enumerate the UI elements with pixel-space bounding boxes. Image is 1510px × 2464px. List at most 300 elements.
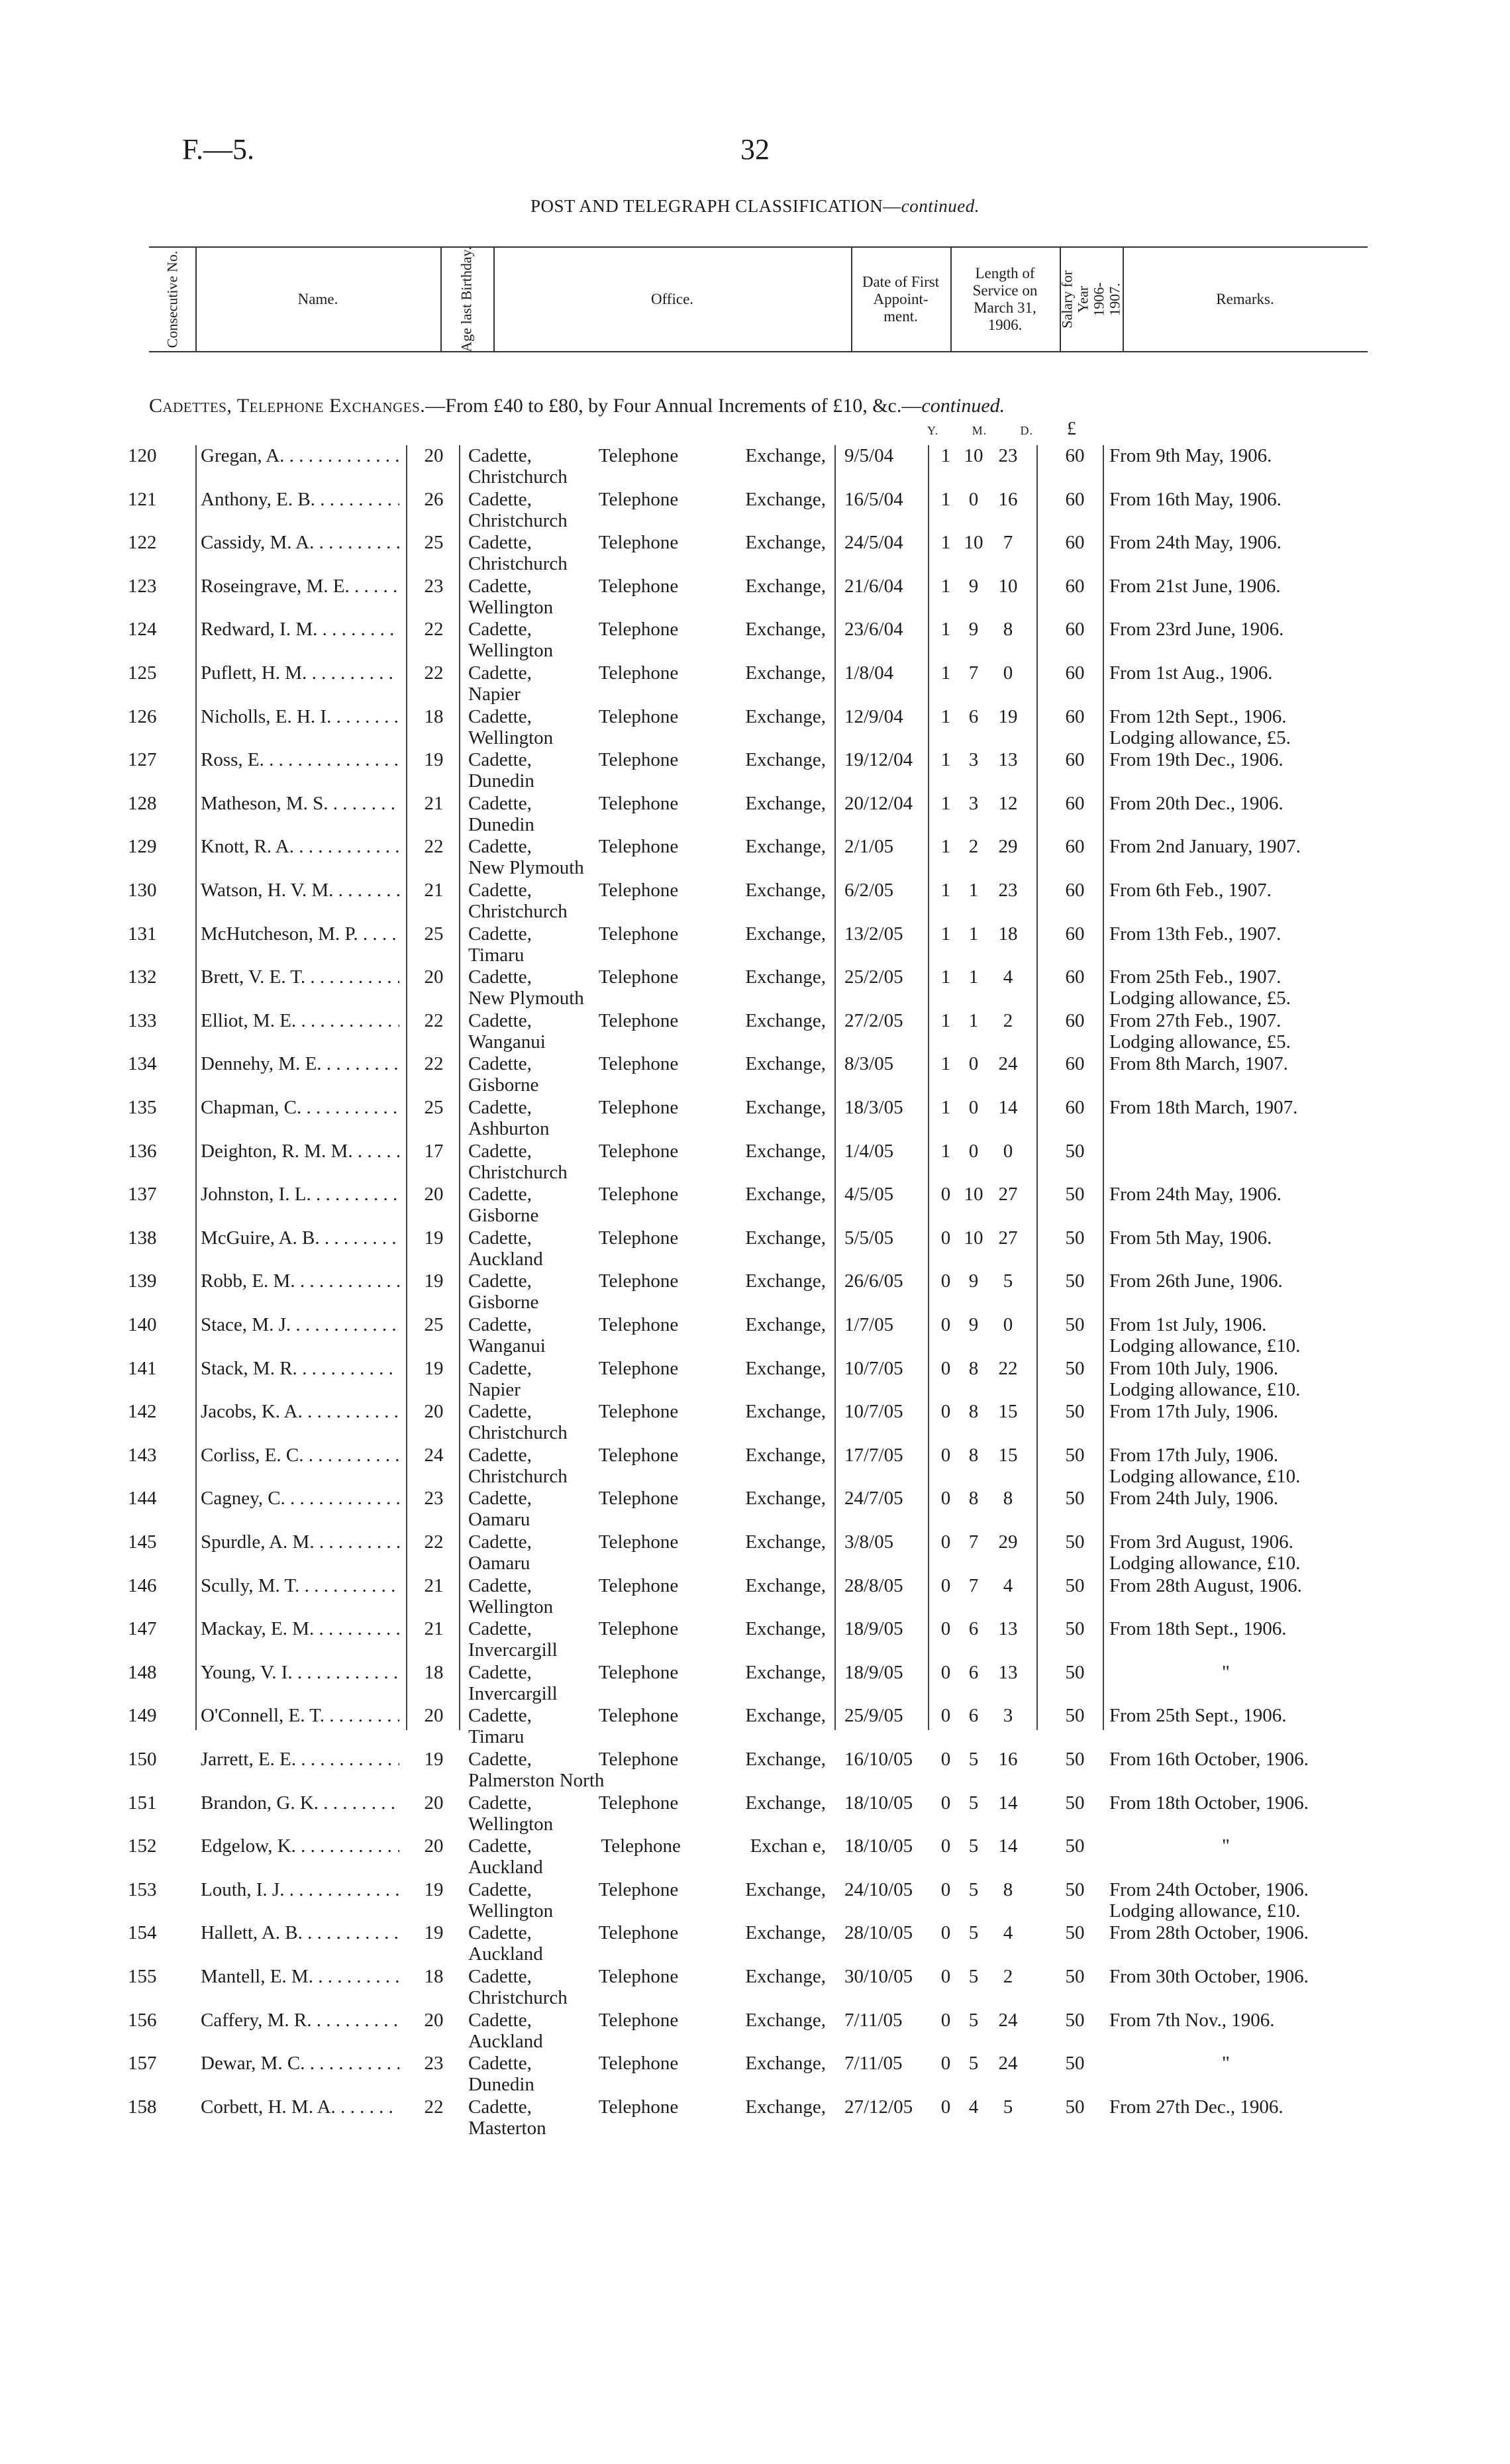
age: 23 bbox=[424, 2053, 444, 2075]
age: 20 bbox=[424, 1835, 444, 1857]
service-years: 0 bbox=[940, 1444, 951, 1466]
column-header-age: Age last Birthday. bbox=[458, 246, 476, 352]
service-days: 27 bbox=[998, 1227, 1018, 1249]
employee-name: McHutcheson, M. P. . . . bbox=[201, 923, 399, 945]
remarks: From 23rd June, 1906. bbox=[1109, 619, 1284, 641]
appointment-date: 9/5/04 bbox=[844, 445, 894, 466]
office: Cadette, Telephone Exchange, Wellington bbox=[468, 705, 826, 748]
section-heading-continued: continued. bbox=[921, 395, 1005, 417]
service-days: 13 bbox=[998, 749, 1018, 771]
office: Cadette, Telephone Exchange, Wanganui bbox=[468, 1009, 826, 1052]
salary: 50 bbox=[1065, 1357, 1085, 1379]
service-months: 2 bbox=[968, 836, 979, 858]
salary: 50 bbox=[1065, 1661, 1085, 1683]
consecutive-no: 139 bbox=[128, 1270, 157, 1292]
salary: 50 bbox=[1065, 1618, 1085, 1640]
service-years: 0 bbox=[940, 1661, 951, 1683]
appointment-date: 25/9/05 bbox=[844, 1705, 903, 1727]
appointment-date: 17/7/05 bbox=[844, 1444, 903, 1466]
employee-name: Cagney, C. . . . bbox=[201, 1488, 399, 1509]
salary: 60 bbox=[1065, 532, 1085, 554]
service-months: 5 bbox=[968, 1749, 979, 1770]
service-days: 4 bbox=[1003, 1922, 1013, 1944]
service-years: 1 bbox=[940, 1009, 951, 1031]
office: Cadette, Telephone Exchange, Auckland bbox=[468, 1922, 826, 1965]
salary: 50 bbox=[1065, 1574, 1085, 1596]
office: Cadette, Telephone Exchange, Christchurch bbox=[468, 880, 826, 922]
service-months: 0 bbox=[968, 1140, 979, 1162]
column-header-salary: Salary for Year 1906-1907. bbox=[1058, 270, 1123, 329]
salary: 50 bbox=[1065, 2096, 1085, 2118]
employee-name: Stace, M. J. . . . bbox=[201, 1314, 399, 1335]
service-years: 0 bbox=[940, 2009, 951, 2031]
service-months: 4 bbox=[968, 2096, 979, 2118]
employee-name: Dennehy, M. E. . . . bbox=[201, 1053, 399, 1074]
service-days: 24 bbox=[998, 2053, 1018, 2075]
service-months: 8 bbox=[968, 1401, 979, 1423]
table-row bbox=[116, 1358, 1374, 1401]
ymd-units bbox=[927, 424, 1033, 438]
employee-name: Watson, H. V. M. . . . bbox=[201, 880, 399, 901]
service-months: 7 bbox=[968, 1531, 979, 1553]
service-years: 1 bbox=[940, 619, 951, 641]
service-days: 27 bbox=[998, 1184, 1018, 1206]
age: 19 bbox=[424, 1878, 444, 1900]
consecutive-no: 121 bbox=[128, 488, 157, 510]
table-row bbox=[116, 619, 1374, 662]
salary: 50 bbox=[1065, 1314, 1085, 1335]
salary: 60 bbox=[1065, 575, 1085, 597]
service-years: 1 bbox=[940, 575, 951, 597]
age: 23 bbox=[424, 575, 444, 597]
appointment-date: 13/2/05 bbox=[844, 923, 903, 945]
employee-name: Ross, E. . . . bbox=[201, 749, 399, 770]
employee-name: Anthony, E. B. . . . bbox=[201, 489, 399, 510]
remarks: From 16th May, 1906. bbox=[1109, 488, 1282, 510]
employee-name: McGuire, A. B. . . . bbox=[201, 1227, 399, 1249]
service-years: 0 bbox=[940, 1314, 951, 1335]
table-row bbox=[116, 1749, 1374, 1792]
age: 21 bbox=[424, 880, 444, 901]
employee-name: Jarrett, E. E. . . . bbox=[201, 1749, 399, 1770]
office: Cadette, Telephone Exchan e, Auckland bbox=[468, 1835, 826, 1878]
remarks: From 3rd August, 1906. Lodging allowance, £10. bbox=[1109, 1531, 1301, 1574]
salary: 50 bbox=[1065, 1401, 1085, 1423]
remarks: From 2nd January, 1907. bbox=[1109, 836, 1301, 858]
remarks: From 17th July, 1906. bbox=[1109, 1401, 1279, 1423]
age: 22 bbox=[424, 1009, 444, 1031]
office: Cadette, Telephone Exchange, Oamaru bbox=[468, 1488, 826, 1531]
appointment-date: 8/3/05 bbox=[844, 1053, 894, 1075]
table-row bbox=[116, 1270, 1374, 1313]
consecutive-no: 123 bbox=[128, 575, 157, 597]
service-months: 7 bbox=[968, 1574, 979, 1596]
table-row bbox=[116, 1705, 1374, 1748]
service-months: 6 bbox=[968, 1618, 979, 1640]
employee-name: Knott, R. A. . . . bbox=[201, 836, 399, 857]
salary: 50 bbox=[1065, 1444, 1085, 1466]
office: Cadette, Telephone Exchange, Wellington bbox=[468, 1574, 826, 1617]
table-row bbox=[116, 489, 1374, 532]
employee-name: Brett, V. E. T. . . . bbox=[201, 966, 399, 988]
age: 20 bbox=[424, 1705, 444, 1727]
remarks: From 24th July, 1906. bbox=[1109, 1488, 1279, 1510]
employee-name: Corliss, E. C. . . . bbox=[201, 1445, 399, 1466]
office: Cadette, Telephone Exchange, Dunedin bbox=[468, 749, 826, 792]
age: 20 bbox=[424, 1401, 444, 1423]
consecutive-no: 147 bbox=[128, 1618, 157, 1640]
table-row bbox=[116, 662, 1374, 705]
service-years: 0 bbox=[940, 1574, 951, 1596]
table-header bbox=[149, 246, 1368, 352]
consecutive-no: 148 bbox=[128, 1661, 157, 1683]
remarks: From 18th October, 1906. bbox=[1109, 1792, 1309, 1814]
consecutive-no: 150 bbox=[128, 1749, 157, 1770]
salary: 50 bbox=[1065, 1488, 1085, 1510]
remarks: From 1st July, 1906. Lodging allowance, £10. bbox=[1109, 1314, 1301, 1357]
age: 21 bbox=[424, 1618, 444, 1640]
appointment-date: 2/1/05 bbox=[844, 836, 894, 858]
age: 20 bbox=[424, 2009, 444, 2031]
service-days: 4 bbox=[1003, 966, 1013, 988]
remarks: From 30th October, 1906. bbox=[1109, 1966, 1309, 1987]
service-years: 1 bbox=[940, 445, 951, 466]
unit-days: D. bbox=[1020, 424, 1033, 437]
service-months: 3 bbox=[968, 749, 979, 771]
office: Cadette, Telephone Exchange, Timaru bbox=[468, 1705, 826, 1748]
age: 20 bbox=[424, 445, 444, 466]
service-days: 8 bbox=[1003, 619, 1013, 641]
service-years: 0 bbox=[940, 1270, 951, 1292]
salary: 50 bbox=[1065, 2009, 1085, 2031]
service-days: 19 bbox=[998, 705, 1018, 727]
consecutive-no: 122 bbox=[128, 532, 157, 554]
consecutive-no: 120 bbox=[128, 445, 157, 466]
age: 25 bbox=[424, 1314, 444, 1335]
age: 26 bbox=[424, 488, 444, 510]
service-months: 5 bbox=[968, 1835, 979, 1857]
appointment-date: 10/7/05 bbox=[844, 1401, 903, 1423]
salary: 60 bbox=[1065, 1097, 1085, 1118]
employee-name: Stack, M. R. . . . bbox=[201, 1358, 399, 1379]
office: Cadette, Telephone Exchange, Wellington bbox=[468, 1792, 826, 1835]
remarks: From 24th May, 1906. bbox=[1109, 1184, 1282, 1206]
consecutive-no: 126 bbox=[128, 705, 157, 727]
salary: 50 bbox=[1065, 1140, 1085, 1162]
employee-name: Mantell, E. M. . . . bbox=[201, 1966, 399, 1987]
service-days: 16 bbox=[998, 488, 1018, 510]
table-row bbox=[116, 880, 1374, 923]
remarks: From 24th May, 1906. bbox=[1109, 532, 1282, 554]
employee-name: Matheson, M. S. . . . bbox=[201, 793, 399, 814]
service-days: 2 bbox=[1003, 1009, 1013, 1031]
age: 25 bbox=[424, 923, 444, 945]
table-row bbox=[116, 576, 1374, 619]
consecutive-no: 125 bbox=[128, 662, 157, 684]
consecutive-no: 149 bbox=[128, 1705, 157, 1727]
service-months: 1 bbox=[968, 1009, 979, 1031]
page-number: 32 bbox=[740, 133, 770, 166]
salary: 50 bbox=[1065, 1792, 1085, 1814]
service-years: 0 bbox=[940, 2053, 951, 2075]
appointment-date: 16/5/04 bbox=[844, 488, 903, 510]
employee-name: Hallett, A. B. . . . bbox=[201, 1922, 399, 1943]
salary: 50 bbox=[1065, 1705, 1085, 1727]
salary: 60 bbox=[1065, 1053, 1085, 1075]
office: Cadette, Telephone Exchange, Christchurch bbox=[468, 1140, 826, 1183]
age: 19 bbox=[424, 1270, 444, 1292]
appointment-date: 30/10/05 bbox=[844, 1966, 913, 1987]
office: Cadette, Telephone Exchange, Dunedin bbox=[468, 2053, 826, 2096]
employee-name: Dewar, M. C. . . . bbox=[201, 2053, 399, 2074]
appointment-date: 24/10/05 bbox=[844, 1878, 913, 1900]
table-row bbox=[116, 1053, 1374, 1096]
employee-name: Roseingrave, M. E. . . . bbox=[201, 576, 399, 597]
age: 22 bbox=[424, 836, 444, 858]
service-days: 2 bbox=[1003, 1966, 1013, 1987]
table-row bbox=[116, 1401, 1374, 1444]
service-years: 0 bbox=[940, 1878, 951, 1900]
appointment-date: 18/10/05 bbox=[844, 1835, 913, 1857]
remarks: From 12th Sept., 1906. Lodging allowance, £5. bbox=[1109, 705, 1291, 748]
employee-name: Brandon, G. K. . . . bbox=[201, 1792, 399, 1814]
appointment-date: 4/5/05 bbox=[844, 1184, 894, 1206]
consecutive-no: 131 bbox=[128, 923, 157, 945]
office: Cadette, Telephone Exchange, Palmerston North bbox=[468, 1749, 826, 1791]
remarks: " bbox=[1222, 1661, 1230, 1683]
service-days: 0 bbox=[1003, 662, 1013, 684]
employee-name: Jacobs, K. A. . . . bbox=[201, 1401, 399, 1422]
service-days: 23 bbox=[998, 445, 1018, 466]
service-years: 1 bbox=[940, 880, 951, 901]
service-years: 1 bbox=[940, 488, 951, 510]
consecutive-no: 128 bbox=[128, 792, 157, 814]
salary: 50 bbox=[1065, 1922, 1085, 1944]
office: Cadette, Telephone Exchange, Auckland bbox=[468, 1227, 826, 1270]
office: Cadette, Telephone Exchange, Wellington bbox=[468, 1878, 826, 1922]
salary: 50 bbox=[1065, 1749, 1085, 1770]
age: 22 bbox=[424, 1053, 444, 1075]
service-years: 0 bbox=[940, 1835, 951, 1857]
remarks: From 8th March, 1907. bbox=[1109, 1053, 1288, 1075]
service-months: 9 bbox=[968, 1270, 979, 1292]
age: 18 bbox=[424, 1966, 444, 1987]
section-heading-detail: —From £40 to £80, by Four Annual Increments of £10, &c.— bbox=[425, 395, 922, 417]
appointment-date: 6/2/05 bbox=[844, 880, 894, 901]
age: 20 bbox=[424, 966, 444, 988]
consecutive-no: 154 bbox=[128, 1922, 157, 1944]
remarks: From 27th Feb., 1907. Lodging allowance, £5. bbox=[1109, 1009, 1291, 1052]
office: Cadette, Telephone Exchange, Dunedin bbox=[468, 792, 826, 835]
appointment-date: 1/4/05 bbox=[844, 1140, 894, 1162]
office: Cadette, Telephone Exchange, Christchurch bbox=[468, 488, 826, 531]
service-months: 7 bbox=[968, 662, 979, 684]
salary: 60 bbox=[1065, 966, 1085, 988]
service-years: 1 bbox=[940, 662, 951, 684]
service-days: 15 bbox=[998, 1444, 1018, 1466]
service-days: 14 bbox=[998, 1097, 1018, 1118]
remarks: From 27th Dec., 1906. bbox=[1109, 2096, 1284, 2118]
office: Cadette, Telephone Exchange, Napier bbox=[468, 1357, 826, 1400]
employee-name: Puflett, H. M. . . . bbox=[201, 662, 399, 684]
unit-pound: £ bbox=[1067, 419, 1076, 439]
remarks: From 28th August, 1906. bbox=[1109, 1574, 1302, 1596]
consecutive-no: 136 bbox=[128, 1140, 157, 1162]
age: 19 bbox=[424, 1922, 444, 1944]
consecutive-no: 127 bbox=[128, 749, 157, 771]
employee-name: Gregan, A. . . . bbox=[201, 445, 399, 466]
service-days: 4 bbox=[1003, 1574, 1013, 1596]
service-years: 0 bbox=[940, 1227, 951, 1249]
appointment-date: 18/9/05 bbox=[844, 1661, 903, 1683]
consecutive-no: 143 bbox=[128, 1444, 157, 1466]
age: 22 bbox=[424, 2096, 444, 2118]
service-months: 0 bbox=[968, 1053, 979, 1075]
service-months: 0 bbox=[968, 1097, 979, 1118]
table-row bbox=[116, 923, 1374, 966]
consecutive-no: 158 bbox=[128, 2096, 157, 2118]
employee-name: Robb, E. M. . . . bbox=[201, 1270, 399, 1292]
consecutive-no: 157 bbox=[128, 2053, 157, 2075]
age: 19 bbox=[424, 1227, 444, 1249]
service-years: 0 bbox=[940, 1749, 951, 1770]
service-months: 1 bbox=[968, 880, 979, 901]
service-months: 8 bbox=[968, 1444, 979, 1466]
salary: 60 bbox=[1065, 792, 1085, 814]
employee-name: Edgelow, K. . . . bbox=[201, 1835, 399, 1857]
age: 22 bbox=[424, 619, 444, 641]
appointment-date: 25/2/05 bbox=[844, 966, 903, 988]
table-row bbox=[116, 1141, 1374, 1184]
salary: 50 bbox=[1065, 1227, 1085, 1249]
employee-name: Mackay, E. M. . . . bbox=[201, 1618, 399, 1639]
service-months: 8 bbox=[968, 1357, 979, 1379]
service-months: 10 bbox=[964, 1227, 983, 1249]
service-days: 5 bbox=[1003, 2096, 1013, 2118]
service-years: 0 bbox=[940, 1792, 951, 1814]
service-days: 16 bbox=[998, 1749, 1018, 1770]
consecutive-no: 134 bbox=[128, 1053, 157, 1075]
salary: 60 bbox=[1065, 749, 1085, 771]
remarks: From 24th October, 1906. Lodging allowance, £10. bbox=[1109, 1878, 1309, 1922]
consecutive-no: 152 bbox=[128, 1835, 157, 1857]
employee-name: Redward, I. M. . . . bbox=[201, 619, 399, 640]
service-months: 1 bbox=[968, 966, 979, 988]
age: 22 bbox=[424, 1531, 444, 1553]
consecutive-no: 146 bbox=[128, 1574, 157, 1596]
office: Cadette, Telephone Exchange, Masterton bbox=[468, 2096, 826, 2139]
remarks: From 26th June, 1906. bbox=[1109, 1270, 1283, 1292]
consecutive-no: 130 bbox=[128, 880, 157, 901]
service-days: 8 bbox=[1003, 1878, 1013, 1900]
service-months: 8 bbox=[968, 1488, 979, 1510]
service-days: 0 bbox=[1003, 1140, 1013, 1162]
appointment-date: 19/12/04 bbox=[844, 749, 913, 771]
age: 19 bbox=[424, 749, 444, 771]
office: Cadette, Telephone Exchange, New Plymouth bbox=[468, 836, 826, 879]
office: Cadette, Telephone Exchange, Gisborne bbox=[468, 1184, 826, 1227]
appointment-date: 27/2/05 bbox=[844, 1009, 903, 1031]
table-row bbox=[116, 793, 1374, 836]
employee-name: Deighton, R. M. M. . . . bbox=[201, 1141, 399, 1162]
title-continued: continued. bbox=[901, 196, 980, 216]
consecutive-no: 137 bbox=[128, 1184, 157, 1206]
table-row bbox=[116, 966, 1374, 1009]
unit-years: Y. bbox=[927, 424, 939, 437]
service-days: 13 bbox=[998, 1618, 1018, 1640]
office: Cadette, Telephone Exchange, Wellington bbox=[468, 619, 826, 662]
appointment-date: 12/9/04 bbox=[844, 705, 903, 727]
office: Cadette, Telephone Exchange, Gisborne bbox=[468, 1270, 826, 1313]
unit-months: M. bbox=[972, 424, 987, 437]
table-row bbox=[116, 1184, 1374, 1227]
table-row bbox=[116, 706, 1374, 749]
service-months: 5 bbox=[968, 2053, 979, 2075]
appointment-date: 24/5/04 bbox=[844, 532, 903, 554]
service-months: 5 bbox=[968, 2009, 979, 2031]
appointment-date: 21/6/04 bbox=[844, 575, 903, 597]
remarks: From 1st Aug., 1906. bbox=[1109, 662, 1273, 684]
salary: 50 bbox=[1065, 2053, 1085, 2075]
table-row bbox=[116, 1227, 1374, 1270]
salary: 50 bbox=[1065, 1835, 1085, 1857]
office: Cadette, Telephone Exchange, Wellington bbox=[468, 575, 826, 618]
office: Cadette, Telephone Exchange, Christchurch bbox=[468, 532, 826, 575]
appointment-date: 18/10/05 bbox=[844, 1792, 913, 1814]
salary: 60 bbox=[1065, 619, 1085, 641]
table-row bbox=[116, 1966, 1374, 2009]
table-row bbox=[116, 1488, 1374, 1531]
column-header-remarks: Remarks. bbox=[1216, 291, 1274, 307]
employee-name: Corbett, H. M. A. . . . bbox=[201, 2096, 399, 2118]
service-years: 0 bbox=[940, 1488, 951, 1510]
consecutive-no: 129 bbox=[128, 836, 157, 858]
appointment-date: 23/6/04 bbox=[844, 619, 903, 641]
table-row bbox=[116, 1010, 1374, 1053]
service-days: 12 bbox=[998, 792, 1018, 814]
staff-table bbox=[116, 445, 1374, 2139]
salary: 60 bbox=[1065, 1009, 1085, 1031]
table-row bbox=[116, 749, 1374, 792]
section-heading-title: Cadettes, Telephone Exchanges. bbox=[149, 395, 426, 417]
consecutive-no: 151 bbox=[128, 1792, 157, 1814]
service-months: 9 bbox=[968, 1314, 979, 1335]
table-row bbox=[116, 1879, 1374, 1922]
office: Cadette, Telephone Exchange, Gisborne bbox=[468, 1053, 826, 1096]
salary: 60 bbox=[1065, 662, 1085, 684]
service-years: 1 bbox=[940, 923, 951, 945]
service-days: 29 bbox=[998, 1531, 1018, 1553]
table-row bbox=[116, 445, 1374, 488]
appointment-date: 28/8/05 bbox=[844, 1574, 903, 1596]
appointment-date: 7/11/05 bbox=[844, 2009, 903, 2031]
service-months: 6 bbox=[968, 705, 979, 727]
service-days: 14 bbox=[998, 1792, 1018, 1814]
service-months: 10 bbox=[964, 1184, 983, 1206]
remarks: From 18th March, 1907. bbox=[1109, 1097, 1298, 1118]
remarks: From 25th Sept., 1906. bbox=[1109, 1705, 1287, 1727]
service-months: 10 bbox=[964, 532, 983, 554]
salary: 50 bbox=[1065, 1966, 1085, 1987]
service-years: 1 bbox=[940, 749, 951, 771]
age: 17 bbox=[424, 1140, 444, 1162]
age: 18 bbox=[424, 1661, 444, 1683]
table-row bbox=[116, 1575, 1374, 1618]
consecutive-no: 133 bbox=[128, 1009, 157, 1031]
office: Cadette, Telephone Exchange, Christchurch bbox=[468, 1401, 826, 1444]
office: Cadette, Telephone Exchange, Christchurch bbox=[468, 445, 826, 488]
service-days: 7 bbox=[1003, 532, 1013, 554]
